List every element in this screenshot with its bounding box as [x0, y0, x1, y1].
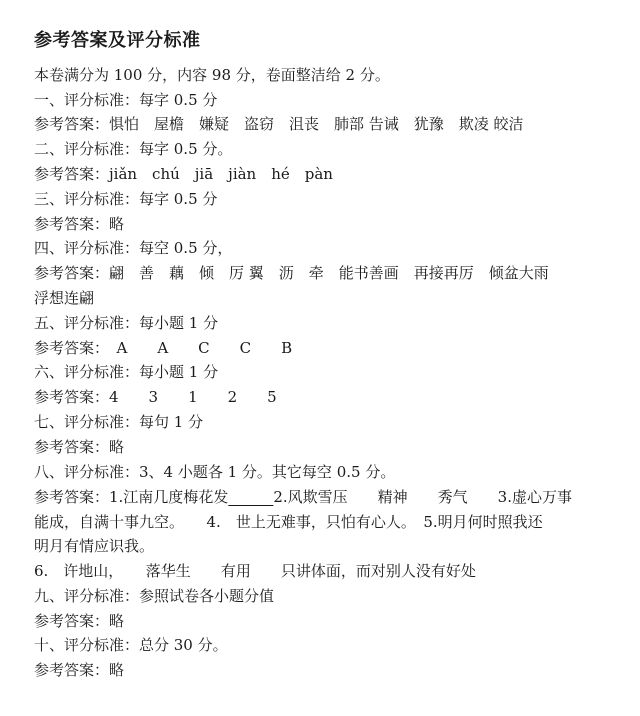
section-7-answer: 参考答案：略 — [34, 438, 125, 456]
section-7-criteria: 七、评分标准：每句 1 分 — [34, 413, 204, 431]
section-8-answer-part-a: 参考答案：1.江南几度梅花发 — [34, 488, 229, 506]
section-4-answer: 参考答案：翩 善 藕 倾 厉 翼 沥 牵 能书善画 再接再厉 倾盆大雨 — [34, 264, 549, 282]
section-3-answer: 参考答案：略 — [34, 215, 125, 233]
section-9-answer: 参考答案：略 — [34, 612, 125, 630]
section-9-criteria: 九、评分标准：参照试卷各小题分值 — [34, 587, 275, 605]
section-4-answer-continued: 浮想连翩 — [34, 289, 95, 307]
fill-in-blank — [228, 488, 273, 506]
section-3-criteria: 三、评分标准：每字 0.5 分 — [34, 190, 218, 208]
section-6-answer: 参考答案：4 3 1 2 5 — [34, 388, 277, 406]
section-6-criteria: 六、评分标准：每小题 1 分 — [34, 363, 219, 381]
section-5-criteria: 五、评分标准：每小题 1 分 — [34, 314, 219, 332]
section-10-criteria: 十、评分标准：总分 30 分。 — [34, 636, 228, 654]
section-8-criteria: 八、评分标准：3、4 小题各 1 分。其它每空 0.5 分。 — [34, 463, 396, 481]
section-10-answer: 参考答案：略 — [34, 661, 125, 679]
section-2-criteria: 二、评分标准：每字 0.5 分。 — [34, 140, 233, 158]
section-1-criteria: 一、评分标准：每字 0.5 分 — [34, 91, 218, 109]
section-2-answer: 参考答案：jiǎn chú jiā jiàn hé pàn — [34, 165, 333, 183]
section-4-criteria: 四、评分标准：每空 0.5 分， — [34, 239, 233, 257]
page-title: 参考答案及评分标准 — [34, 30, 201, 51]
intro-text: 本卷满分为 100 分，内容 98 分，卷面整洁给 2 分。 — [34, 66, 390, 84]
section-8-answer-line-3: 明月有情应识我。 — [34, 537, 155, 555]
section-8-answer-part-b: 2.风欺雪压 精神 秀气 3.虚心万事 — [273, 488, 572, 506]
section-5-answer: 参考答案： A A C C B — [34, 339, 293, 357]
section-8-answer-line-1 — [34, 486, 612, 508]
section-1-answer: 参考答案：惧怕 屋檐 嫌疑 盗窃 沮丧 肺部 告诫 犹豫 欺凌 皎洁 — [34, 115, 524, 133]
section-8-answer-line-4: 6. 许地山， 落华生 有用 只讲体面，而对别人没有好处 — [34, 562, 476, 580]
section-8-answer-line-2: 能成，自满十事九空。 4. 世上无难事，只怕有心人。 5.明月何时照我还 — [34, 513, 543, 531]
